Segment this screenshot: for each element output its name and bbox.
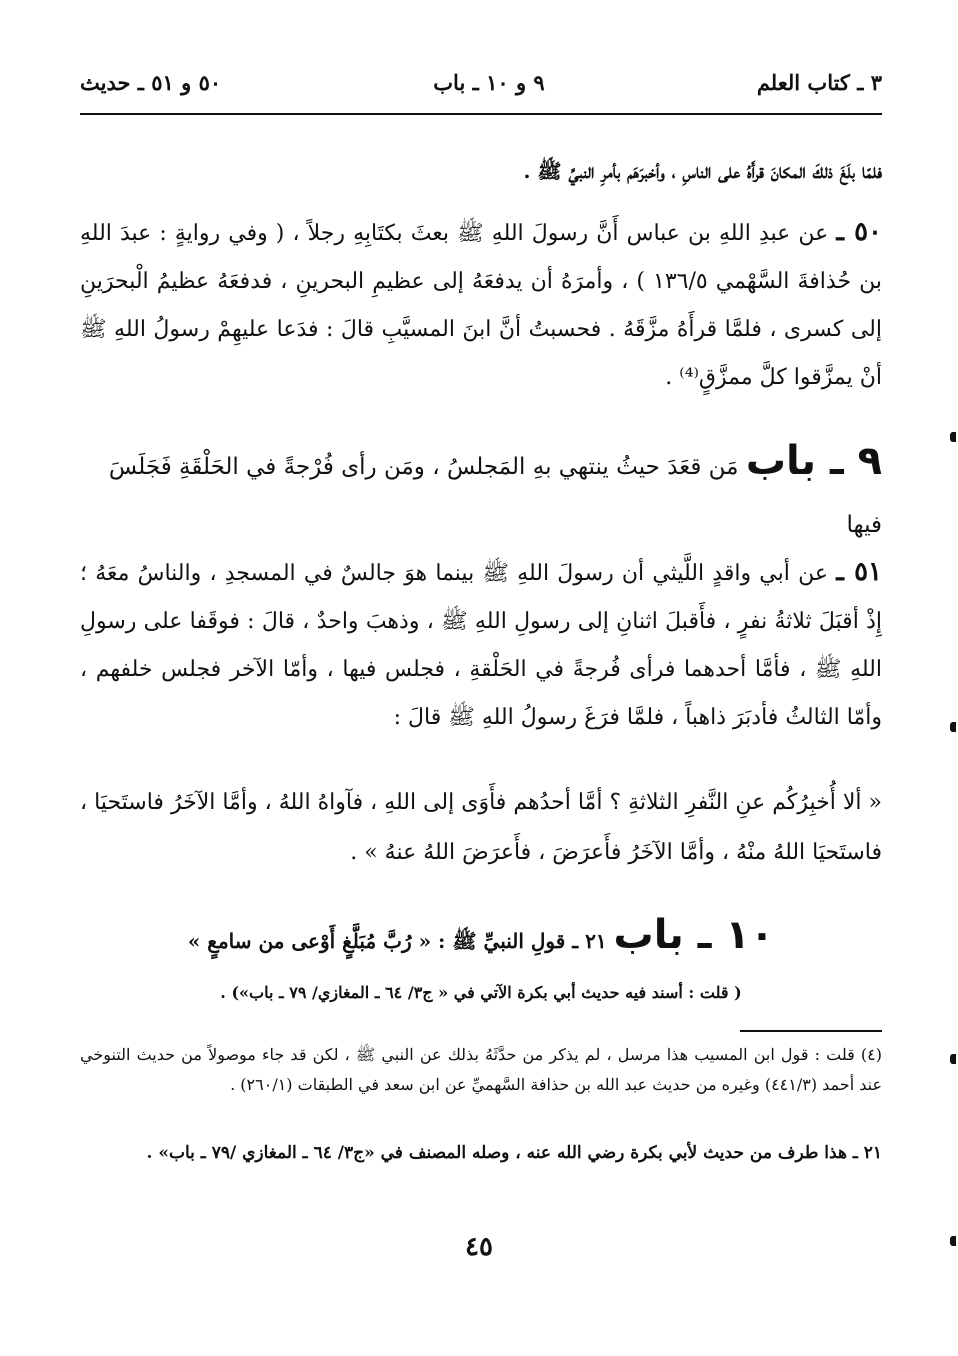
header-divider (80, 113, 882, 115)
footnote-divider (740, 1030, 882, 1032)
bab-10-title: ٢١ ـ قولِ النبيِّ ﷺ : « رُبَّ مُبَلَّغٍ أَوْعى من سامعٍ » (187, 929, 607, 953)
page-number: ٤٥ (465, 1232, 493, 1262)
edge-mark (950, 1054, 956, 1064)
edge-mark (950, 432, 956, 442)
editor-note: ( قلت : أسند فيه حديث أبي بكرة الآتي في « ج٣/ ٦٤ ـ المغازي/ ٧٩ ـ باب») . (220, 983, 742, 1002)
hadith-50-text: عن عبدِ اللهِ بن عباس أَنَّ رسولَ اللهِ ﷺ بعثَ بكتَابِهِ رجلاً ، ( وفي روايةٍ : عبدَ اللهِ بن حُذافةَ السَّهْمي ١٣٦/٥ ) ، وأمرَهُ أن يدفعَهُ إلى عظيمِ البحرينِ ، فدفعَهُ عظيمُ الْبحرَينِ إلى كسرى ، فلمَّا قرأَهُ مزَّقَهُ . فحسبتُ أنَّ ابنَ المسيَّبِ قالَ : فدَعا عليهِمْ رسولُ اللهِ ﷺ أنْ يمزَّقوا كلَّ ممزَّقٍ⁽⁴⁾ . (80, 221, 882, 390)
header-book-title: ٣ ـ كتاب العلم (756, 69, 882, 95)
edge-mark (950, 722, 956, 732)
edge-mark (950, 1236, 956, 1246)
footnote-4: (٤) قلت : قول ابن المسيب هذا مرسل ، لم يذكر من حدَّثَهُ بذلك عن النبي ﷺ ، لكن قد جاء موصولاً من حديث التنوخي عند أحمد (٤٤١/٣) وغيره من حديث عبد الله بن حذافة السَّهميِّ عن ابن سعد في الطبقات (٢٦٠/١) . (80, 1045, 882, 1094)
bab-9-title: مَن قعَدَ حيثُ ينتهي بهِ المَجلسُ ، ومَن رأى فُرْجةً في الحَلْقَةِ فَجَلَسَ فيها (108, 454, 882, 538)
bab-9-label: ٩ ـ باب (745, 438, 882, 484)
header-chapter: ٩ و ١٠ ـ باب (433, 69, 545, 95)
hadith-50-number: ٥٠ ـ (836, 217, 883, 247)
intro-paragraph: فلمّا بلَغَ ذلكَ المكانَ قرأَهُ على الناسِ ، وأخبرَهَم بأمرِ النبيِّ ﷺ . (523, 159, 882, 183)
running-header (80, 62, 882, 102)
bab-10-label: ١٠ ـ باب (613, 912, 775, 958)
hadith-51-quote: « ألا أُخبِرُكُم عنِ النَّفرِ الثلاثةِ ؟ أمَّا أحدُهم فأَوَى إلى اللهِ ، فآواهُ اللهُ ، وأمَّا الآخَرُ فاستَحيَا ، فاستَحيَا اللهُ منْهُ ، وأمَّا الآخَرُ فأَعرَضَ ، فأَعرَضَ اللهُ عنهُ » . (80, 790, 882, 865)
bab-9-heading (80, 432, 882, 554)
footnote-21: ٢١ ـ هذا طرف من حديث لأبي بكرة رضي الله عنه ، وصله المصنف في «ج٣/ ٦٤ ـ المغازي /٧٩ ـ باب» . (146, 1143, 882, 1163)
hadith-50 (80, 208, 882, 402)
bab-10-heading (80, 906, 882, 970)
header-hadith-range: ٥٠ و ٥١ ـ حديث (80, 69, 222, 95)
hadith-51 (80, 548, 882, 742)
hadith-51-text: عن أبي واقدٍ اللَّيثي أن رسولَ اللهِ ﷺ بينما هوَ جالسٌ في المسجدِ ، والناسُ معَهُ ؛ إِذْ أقبَلَ ثلاثةُ نفرٍ ، فأَقبلَ اثنانِ إلى رسولِ اللهِ ﷺ ، وذهبَ واحدٌ ، قالَ : فوقَفا على رسولِ اللهِ ﷺ ، فأمَّا أحدهما فرأى فُرجةً في الحَلْقةِ ، فجلس فيها ، وأمّا الآخر فجلس خلفهم ، وأمّا الثالثُ فأدبَرَ ذاهباً ، فلمَّا فرَغَ رسولُ اللهِ ﷺ قالَ : (80, 561, 882, 730)
hadith-51-number: ٥١ ـ (836, 557, 883, 587)
